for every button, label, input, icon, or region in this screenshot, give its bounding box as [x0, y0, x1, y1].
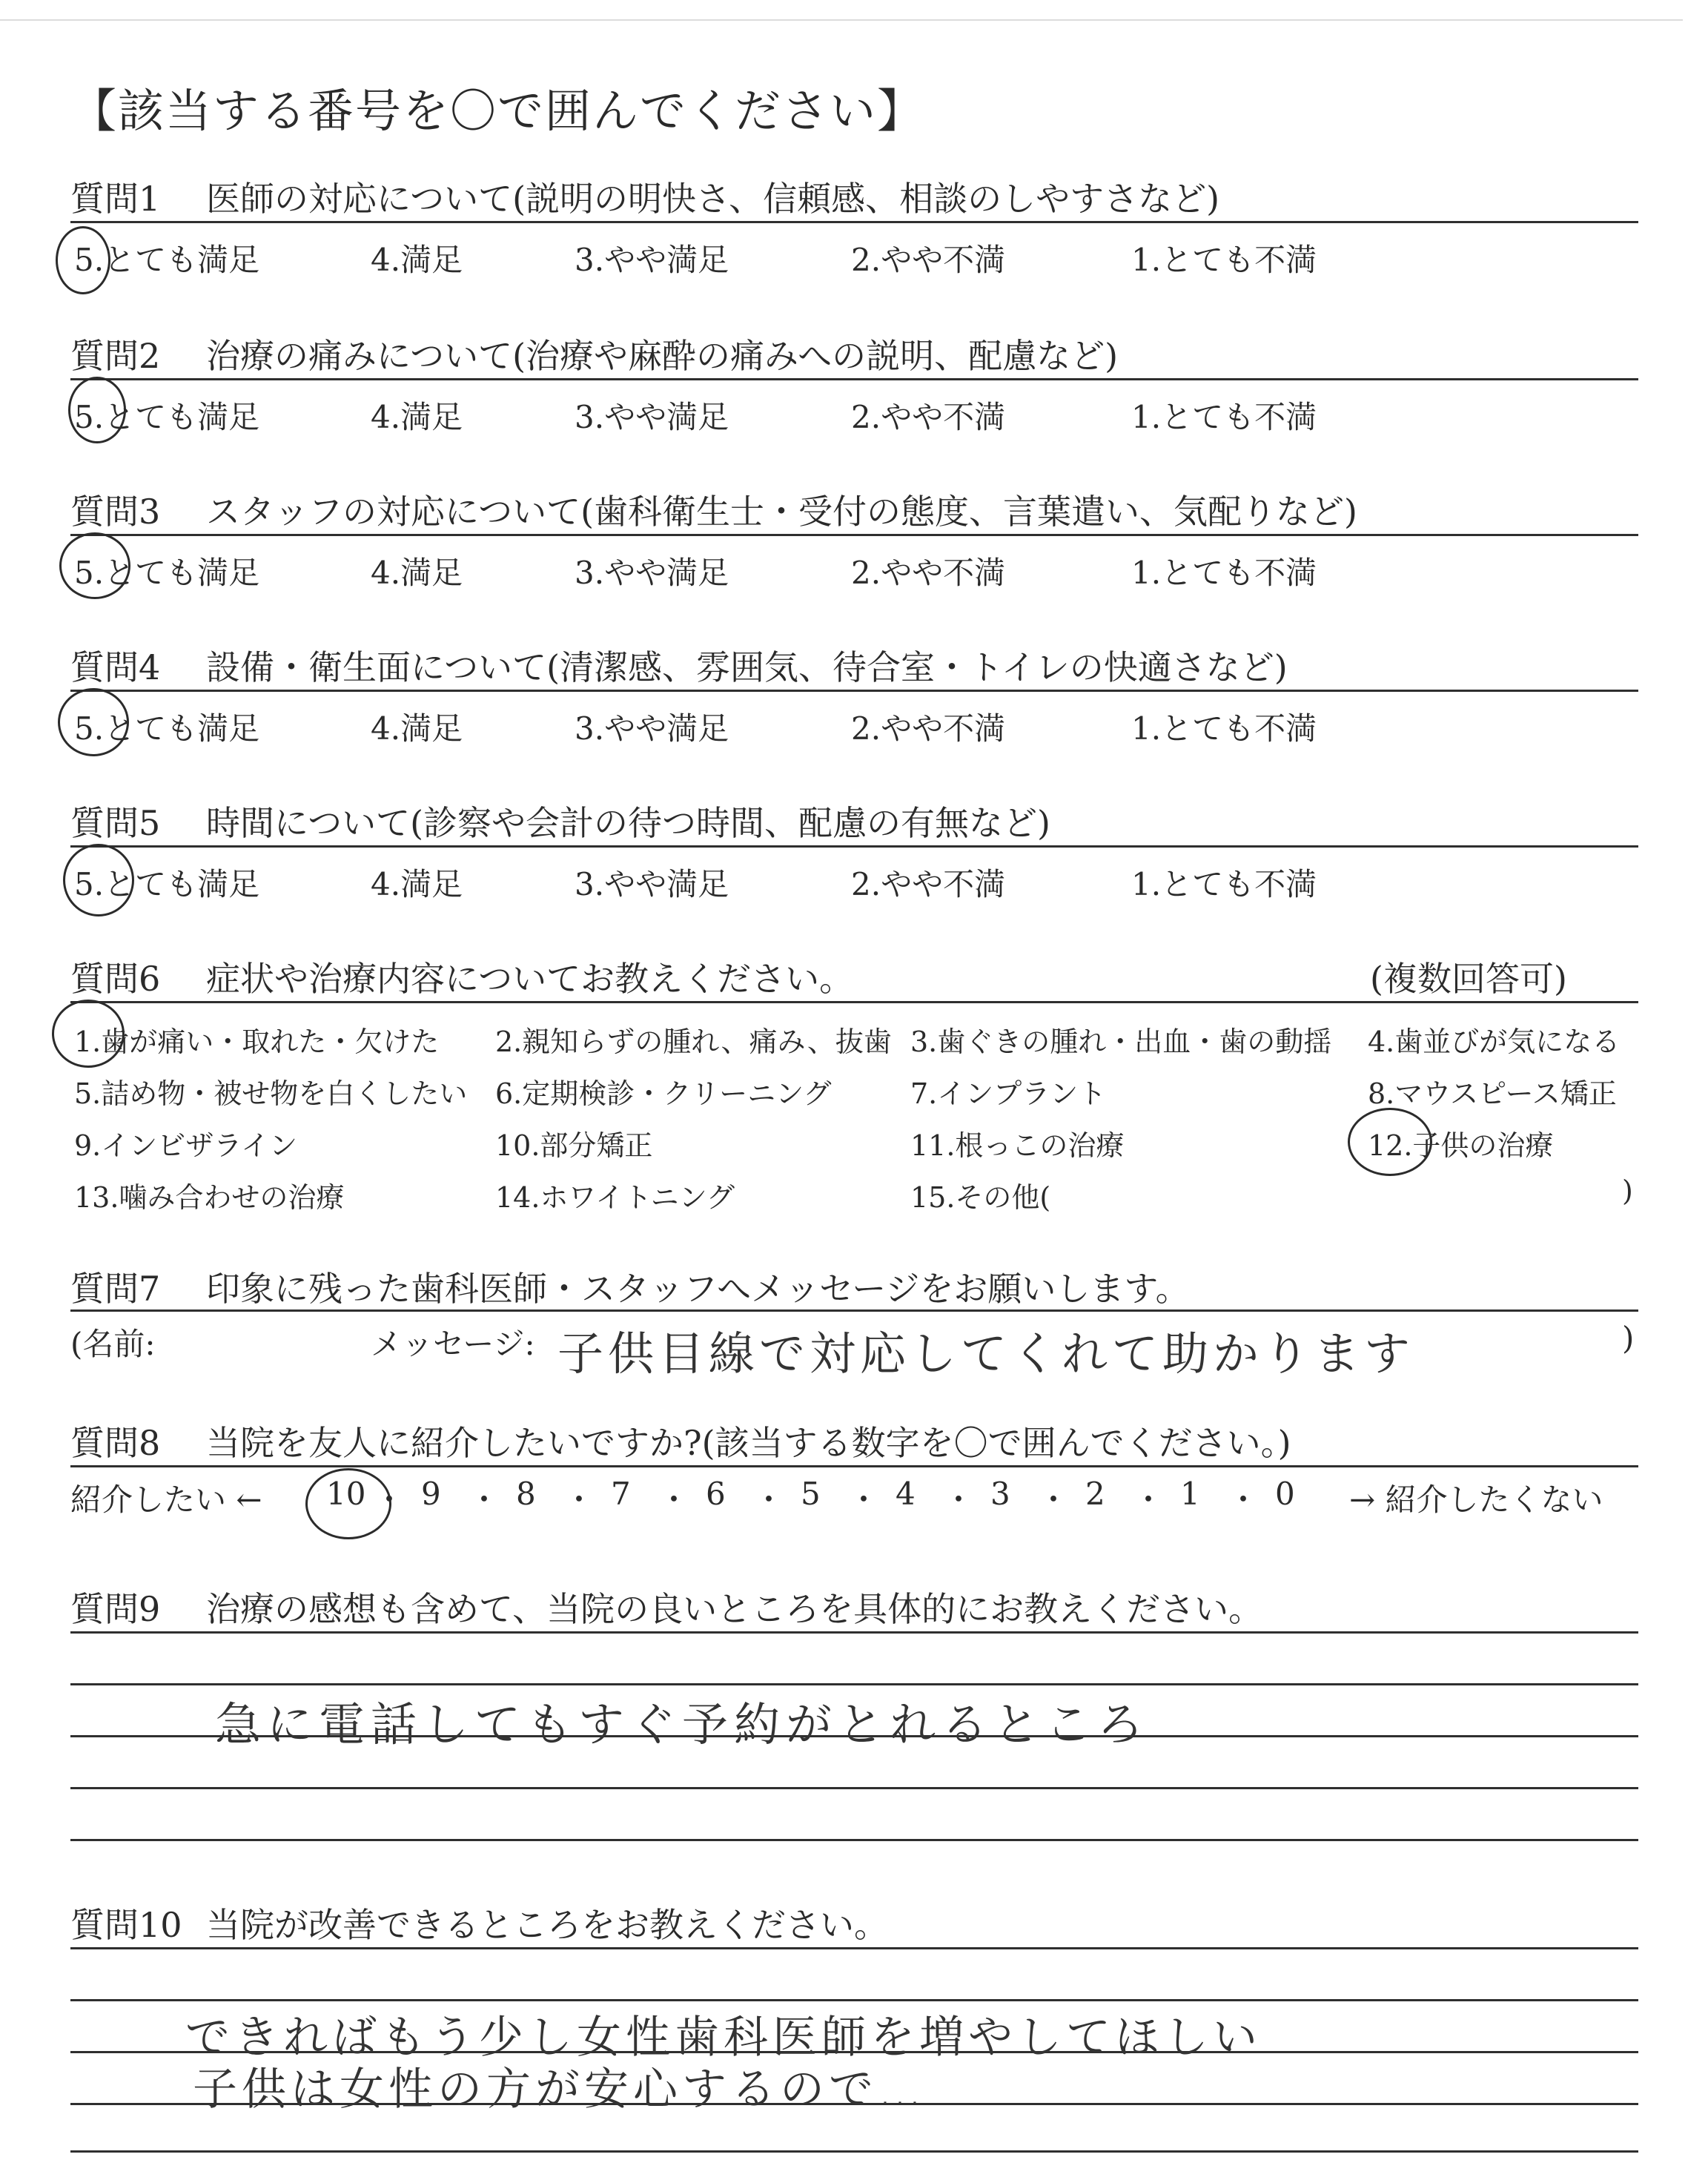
handwritten-circle-mark [68, 377, 126, 443]
option-4[interactable]: 4.満足 [371, 866, 463, 902]
writing-line [70, 1839, 1638, 1841]
scale-separator: ・ [469, 1482, 500, 1518]
handwritten-answer-line-1[interactable]: できればもう少し女性歯科医師を増やしてほしい [185, 2012, 1262, 2064]
question-text: 医師の対応について(説明の明快さ、信頼感、相談のしやすさなど) [206, 179, 1220, 219]
writing-line [70, 1683, 1638, 1685]
handwritten-circle-mark [56, 226, 110, 294]
rule [70, 1631, 1638, 1634]
question-text: 症状や治療内容についてお教えください。 [206, 959, 854, 999]
rule [70, 534, 1638, 536]
scan-top-edge [0, 19, 1683, 21]
scale-value-4[interactable]: 4 [896, 1476, 916, 1512]
message-label: メッセージ: [371, 1326, 535, 1362]
handwritten-answer[interactable]: 急に電話してもすぐ予約がとれるところ [215, 1697, 1150, 1751]
symptom-option[interactable]: 4.歯並びが気になる [1368, 1025, 1621, 1058]
option-5[interactable]: 5.とても満足 [74, 242, 260, 278]
scale-value-10[interactable]: 10 [326, 1476, 366, 1512]
option-3[interactable]: 3.やや満足 [575, 866, 729, 902]
option-4[interactable]: 4.満足 [371, 710, 463, 747]
option-3[interactable]: 3.やや満足 [575, 399, 729, 435]
question-label: 質問4 [70, 647, 161, 687]
scale-separator: ・ [1228, 1482, 1260, 1518]
symptom-option[interactable]: 2.親知らずの腫れ、痛み、抜歯 [495, 1025, 892, 1058]
symptom-option[interactable]: 3.歯ぐきの腫れ・出血・歯の動揺 [910, 1025, 1332, 1058]
question-label: 質問9 [70, 1589, 161, 1629]
symptom-option[interactable]: 15.その他( [910, 1181, 1051, 1214]
option-1[interactable]: 1.とても不満 [1131, 399, 1317, 435]
handwritten-circle-mark [59, 532, 130, 599]
symptom-option[interactable]: 9.インビザライン [74, 1129, 298, 1162]
scale-value-0[interactable]: 0 [1275, 1476, 1295, 1512]
scale-value-5[interactable]: 5 [801, 1476, 821, 1512]
scale-value-8[interactable]: 8 [516, 1476, 536, 1512]
symptom-option[interactable]: 5.詰め物・被せ物を白くしたい [74, 1077, 468, 1110]
symptom-option[interactable]: 11.根っこの治療 [910, 1129, 1125, 1162]
option-2[interactable]: 2.やや不満 [851, 242, 1006, 278]
rule [70, 690, 1638, 692]
rule [70, 845, 1638, 848]
question-label: 質問3 [70, 492, 161, 532]
scale-separator: ・ [1038, 1482, 1070, 1518]
option-4[interactable]: 4.満足 [371, 555, 463, 591]
handwritten-circle-mark [52, 1000, 125, 1068]
rule [70, 1465, 1638, 1467]
symptom-option[interactable]: 1.歯が痛い・取れた・欠けた [74, 1025, 440, 1058]
symptom-option[interactable]: 8.マウスピース矯正 [1368, 1077, 1617, 1110]
question-label: 質問2 [70, 336, 161, 376]
option-2[interactable]: 2.やや不満 [851, 555, 1006, 591]
scale-separator: ・ [848, 1482, 880, 1518]
question-label: 質問5 [70, 803, 161, 843]
question-text: 印象に残った歯科医師・スタッフへメッセージをお願いします。 [206, 1269, 1190, 1309]
scale-separator: ・ [1133, 1482, 1165, 1518]
writing-line [70, 2150, 1638, 2153]
symptom-option[interactable]: 10.部分矯正 [495, 1129, 653, 1162]
scale-left-label: 紹介したい ← [70, 1482, 262, 1518]
rule [70, 1947, 1638, 1949]
writing-line [70, 1999, 1638, 2001]
symptom-option[interactable]: 12.子供の治療 [1368, 1129, 1554, 1162]
writing-line [70, 1787, 1638, 1789]
question-text: 治療の感想も含めて、当院の良いところを具体的にお教えください。 [206, 1589, 1263, 1629]
form-header: 【該当する番号を〇で囲んでください】 [70, 84, 925, 138]
option-3[interactable]: 3.やや満足 [575, 710, 729, 747]
option-1[interactable]: 1.とても不満 [1131, 866, 1317, 902]
scale-right-label: → 紹介したくない [1349, 1482, 1603, 1518]
question-text: 治療の痛みについて(治療や麻酔の痛みへの説明、配慮など) [206, 336, 1119, 376]
symptom-option[interactable]: 14.ホワイトニング [495, 1181, 735, 1214]
question-text: スタッフの対応について(歯科衛生士・受付の態度、言葉遣い、気配りなど) [206, 492, 1357, 532]
handwritten-circle-mark [63, 844, 134, 916]
option-3[interactable]: 3.やや満足 [575, 555, 729, 591]
handwritten-circle-mark [1348, 1108, 1432, 1176]
scale-separator: ・ [563, 1482, 595, 1518]
scale-separator: ・ [753, 1482, 785, 1518]
scale-separator: ・ [943, 1482, 975, 1518]
question-label: 質問8 [70, 1423, 161, 1463]
handwritten-answer-line-2[interactable]: 子供は女性の方が安心するので… [193, 2064, 927, 2116]
multiple-answer-note: (複数回答可) [1370, 959, 1567, 999]
option-3[interactable]: 3.やや満足 [575, 242, 729, 278]
option-1[interactable]: 1.とても不満 [1131, 242, 1317, 278]
option-5[interactable]: 5.とても満足 [74, 710, 260, 747]
handwritten-circle-mark [58, 688, 129, 756]
symptom-option[interactable]: 13.噛み合わせの治療 [74, 1181, 345, 1214]
option-5[interactable]: 5.とても満足 [74, 866, 260, 902]
question-label: 質問7 [70, 1269, 161, 1309]
question-text: 当院を友人に紹介したいですか?(該当する数字を〇で囲んでください。) [206, 1423, 1291, 1463]
rule [70, 378, 1638, 380]
option-5[interactable]: 5.とても満足 [74, 555, 260, 591]
option-2[interactable]: 2.やや不満 [851, 710, 1006, 747]
option-4[interactable]: 4.満足 [371, 399, 463, 435]
handwritten-circle-mark [305, 1468, 391, 1539]
scale-value-1[interactable]: 1 [1180, 1476, 1200, 1512]
option-4[interactable]: 4.満足 [371, 242, 463, 278]
symptom-option[interactable]: 6.定期検診・クリーニング [495, 1077, 832, 1110]
question-text: 設備・衛生面について(清潔感、雰囲気、待合室・トイレの快適さなど) [206, 647, 1288, 687]
scale-value-7[interactable]: 7 [611, 1476, 631, 1512]
option-1[interactable]: 1.とても不満 [1131, 555, 1317, 591]
question-label: 質問6 [70, 959, 161, 999]
option-1[interactable]: 1.とても不満 [1131, 710, 1317, 747]
question-label: 質問10 [70, 1905, 182, 1945]
scale-value-6[interactable]: 6 [706, 1476, 726, 1512]
handwritten-message[interactable]: 子供目線で対応してくれて助かります [557, 1327, 1415, 1381]
question-label: 質問1 [70, 179, 161, 219]
option-2[interactable]: 2.やや不満 [851, 866, 1006, 902]
question-text: 時間について(診察や会計の待つ時間、配慮の有無など) [206, 803, 1050, 843]
question-text: 当院が改善できるところをお教えください。 [206, 1905, 888, 1945]
rule [70, 221, 1638, 223]
scale-separator: ・ [658, 1482, 690, 1518]
scale-separator: ・ [374, 1482, 406, 1518]
scale-value-2[interactable]: 2 [1085, 1476, 1105, 1512]
option-5[interactable]: 5.とても満足 [74, 399, 260, 435]
message-close-paren: ) [1622, 1320, 1635, 1356]
scale-value-9[interactable]: 9 [421, 1476, 441, 1512]
rule [70, 1309, 1638, 1312]
name-label: (名前: [70, 1326, 156, 1362]
other-close-paren: ) [1622, 1175, 1633, 1207]
option-2[interactable]: 2.やや不満 [851, 399, 1006, 435]
rule [70, 1001, 1638, 1003]
symptom-option[interactable]: 7.インプラント [910, 1077, 1107, 1110]
scale-value-3[interactable]: 3 [990, 1476, 1010, 1512]
